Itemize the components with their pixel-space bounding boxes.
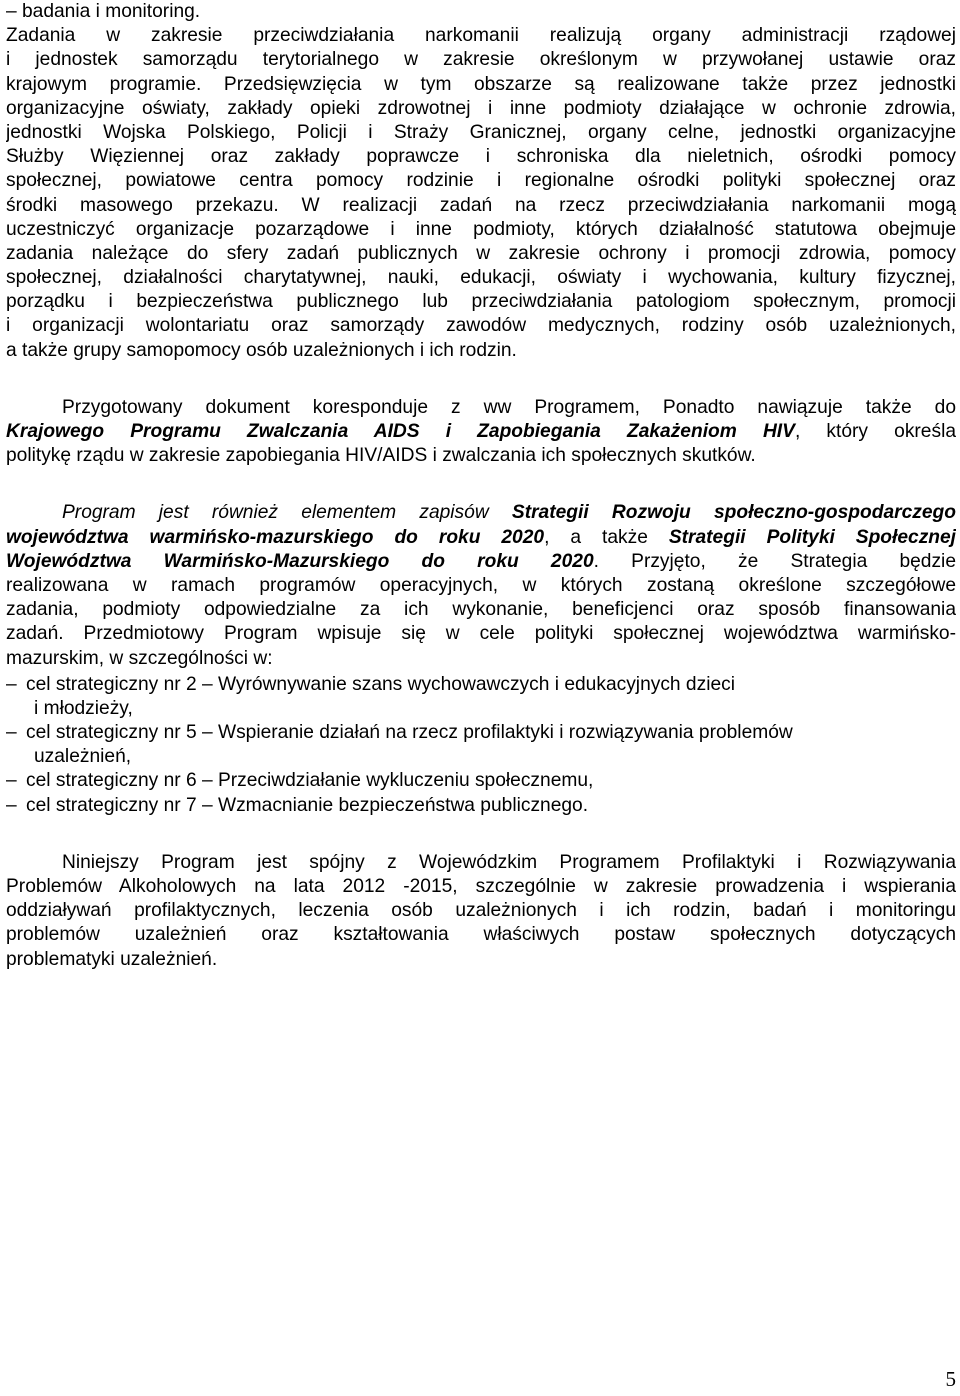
- text-line: [6, 550, 956, 574]
- text-line: uczestniczyć organizacje pozarządowe i inne podmioty, których działalność statutowa obejmuje: [6, 218, 956, 240]
- text-line: a także grupy samopomocy osób uzależnionych i ich rodzin.: [6, 339, 517, 361]
- paragraph-tasks: [6, 0, 956, 363]
- text-fragment: , a także: [544, 526, 669, 548]
- text-line: Niniejszy Program jest spójny z Wojewódzkim Programem Profilaktyki i Rozwiązywania: [62, 851, 956, 873]
- text-line: problemów uzależnień oraz kształtowania właściwych postaw społecznych dotyczących: [6, 924, 956, 946]
- list-item: [6, 673, 956, 721]
- goals-list: [6, 673, 956, 818]
- paragraph-gap: [6, 468, 956, 501]
- paragraph-alcohol-program: [6, 851, 956, 972]
- text-line: mazurskim, w szczególności w:: [6, 647, 273, 669]
- bullet-dash: –: [6, 722, 17, 744]
- text-line: [6, 501, 956, 525]
- goal-text: cel strategiczny nr 7 – Wzmacnianie bezpieczeństwa publicznego.: [26, 794, 589, 816]
- text-fragment-italic: Program jest również elementem zapisów: [62, 502, 512, 524]
- text-line: politykę rządu w zakresie zapobiegania HIV/AIDS i zwalczania ich społecznych skutków.: [6, 445, 756, 467]
- list-item: [6, 769, 956, 793]
- paragraph-gap: [6, 363, 956, 396]
- strategy-title-socioeconomic-cont: województwa warmińsko-mazurskiego do roku 2020: [6, 526, 545, 548]
- list-item: [6, 721, 956, 769]
- document-page: [6, 0, 956, 972]
- text-fragment: . Przyjęto, że Strategia będzie: [593, 550, 956, 572]
- text-line: społecznej, powiatowe centra pomocy rodzinie i regionalne ośrodki polityki społecznej oraz: [6, 170, 956, 192]
- goal-line: [6, 721, 956, 745]
- goal-line: [6, 794, 956, 818]
- strategy-title-socioeconomic: Strategii Rozwoju społeczno-gospodarczego: [511, 502, 956, 524]
- page-number: 5: [945, 1367, 956, 1391]
- goal-line: [6, 673, 956, 697]
- text-line: Przygotowany dokument koresponduje z ww Programem, Ponadto nawiązuje także do: [62, 396, 956, 418]
- paragraph-strategy: [6, 501, 956, 817]
- text-line: porządku i bezpieczeństwa publicznego lub przeciwdziałania patologiom społecznym, promocji: [6, 291, 956, 313]
- bullet-dash: –: [6, 770, 17, 792]
- text-line: Służby Więziennej oraz zakłady poprawcze i schroniska dla nieletnich, ośrodki pomocy: [6, 146, 956, 168]
- text-line: krajowym programie. Przedsięwzięcia w tym obszarze są realizowane także przez jednostki: [6, 73, 956, 95]
- list-item-monitoring: – badania i monitoring.: [6, 1, 201, 22]
- program-title-aids: Krajowego Programu Zwalczania AIDS i Zapobiegania Zakażeniom HIV: [6, 421, 795, 442]
- text-line: jednostki Wojska Polskiego, Policji i Straży Granicznej, organy celne, jednostki organizacyjne: [6, 121, 956, 143]
- strategy-title-social-policy: Strategii Polityki Społecznej: [668, 526, 956, 548]
- goal-line: [6, 769, 956, 793]
- text-fragment: , który określa: [794, 421, 956, 442]
- bullet-dash: –: [6, 673, 17, 695]
- text-line: Zadania w zakresie przeciwdziałania narkomanii realizują organy administracji rządowej: [6, 25, 956, 47]
- text-line: i jednostek samorządu terytorialnego w zakresie określonym w przywołanej ustawie oraz: [6, 49, 956, 71]
- text-line: zadania należące do sfery zadań publicznych w zakresie ochrony i promocji zdrowia, pomocy: [6, 242, 956, 264]
- goal-text: cel strategiczny nr 2 – Wyrównywanie szans wychowawczych i edukacyjnych dzieci: [26, 673, 735, 695]
- text-line: organizacyjne oświaty, zakłady opieki zdrowotnej i inne podmioty działające w ochronie zdrowia,: [6, 97, 956, 119]
- goal-text: cel strategiczny nr 6 – Przeciwdziałanie wykluczeniu społecznemu,: [26, 770, 594, 792]
- goal-line-cont: i młodzieży,: [34, 697, 133, 719]
- text-line: [6, 420, 956, 444]
- goal-text: cel strategiczny nr 5 – Wspieranie działań na rzecz profilaktyki i rozwiązywania problemów: [26, 722, 793, 744]
- bullet-dash: –: [6, 794, 17, 816]
- list-item: [6, 794, 956, 818]
- text-line: i organizacji wolontariatu oraz samorządy zawodów medycznych, rodziny osób uzależnionych,: [6, 315, 956, 337]
- text-line: zadań. Przedmiotowy Program wpisuje się w cele polityki społecznej województwa warmińsko-: [6, 623, 956, 645]
- paragraph-gap: [6, 818, 956, 851]
- text-line: oddziaływań profilaktycznych, leczenia osób uzależnionych i ich rodzin, badań i monitoringu: [6, 900, 956, 922]
- goal-line-cont: uzależnień,: [34, 746, 132, 768]
- strategy-title-social-policy-cont: Województwa Warmińsko-Mazurskiego do roku 2020: [6, 550, 594, 572]
- text-line: [6, 526, 956, 550]
- text-line: realizowana w ramach programów operacyjnych, w których zostaną określone szczegółowe: [6, 574, 956, 596]
- paragraph-aids-program: [6, 396, 956, 469]
- text-line: środki masowego przekazu. W realizacji zadań na rzecz przeciwdziałania narkomanii mogą: [6, 194, 956, 216]
- text-line: problematyki uzależnień.: [6, 948, 218, 970]
- text-line: zadania, podmioty odpowiedzialne za ich wykonanie, beneficjenci oraz sposób finansowania: [6, 599, 956, 621]
- text-line: społecznej, działalności charytatywnej, nauki, edukacji, oświaty i wychowania, kultury fizycznej,: [6, 267, 956, 289]
- text-line: Problemów Alkoholowych na lata 2012 -2015, szczególnie w zakresie prowadzenia i wspierania: [6, 876, 956, 897]
